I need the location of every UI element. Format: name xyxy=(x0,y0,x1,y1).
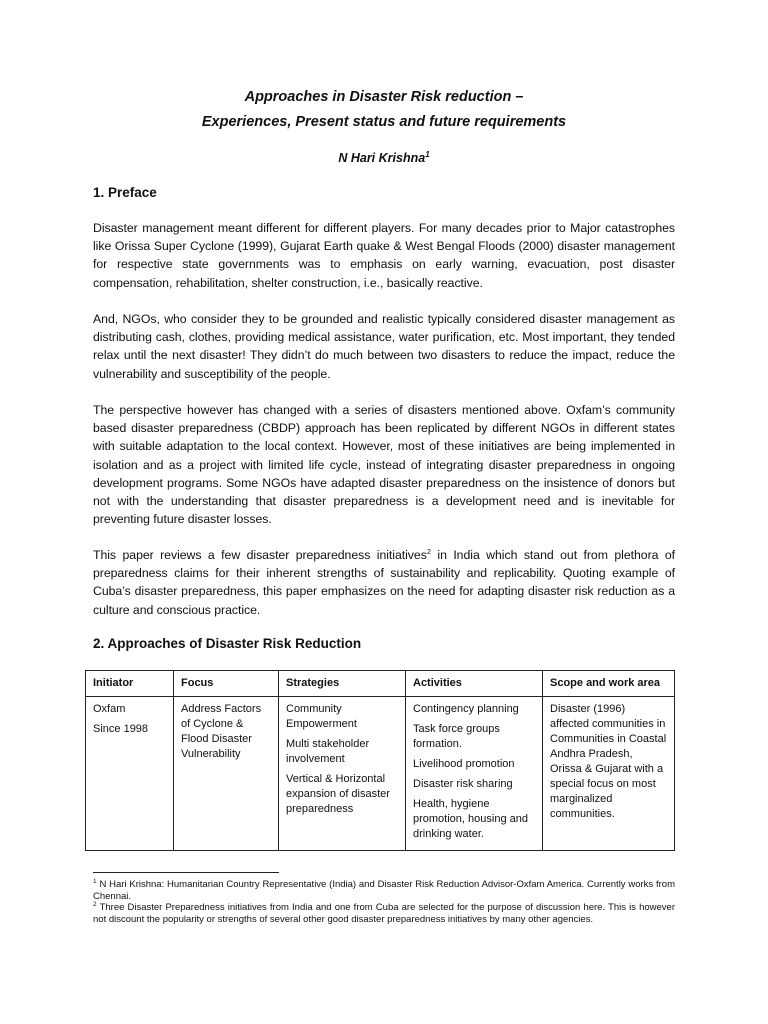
approaches-table xyxy=(85,670,675,851)
header-activities: Activities xyxy=(406,671,543,697)
initiator-name: Oxfam xyxy=(93,703,126,715)
strategy-item: Multi stakeholder involvement xyxy=(286,738,370,765)
activity-item: Health, hygiene promotion, housing and drinking water. xyxy=(413,798,528,840)
paragraph-3: The perspective however has changed with a series of disasters mentioned above. Oxfam’s community based disaster preparedness (CBDP) approach has been replicated by different NGOs in different states with suitable adaptation to the local context. However, most of these initiatives are being implemented in isolation and as a project with limited life cycle, instead of integrating disaster preparedness in ongoing development programs. Some NGOs have adapted disaster preparedness on the insistence of donors but not with the understanding that disaster preparedness is a development need and is inevitable for preventing future disaster losses. xyxy=(93,403,675,527)
title-line-1: Approaches in Disaster Risk reduction – xyxy=(244,89,524,105)
paragraph-4-text-b: in India which stand out from plethora of preparedness claims for their inherent strengths of sustainability and replicability. Quoting example of Cuba’s disaster preparedness, this paper emphasizes on the need for adapting disaster risk reduction as a culture and conscious practice. xyxy=(93,548,676,617)
table-header-row xyxy=(86,671,675,697)
footnote-separator xyxy=(93,872,279,873)
table-row xyxy=(86,697,675,851)
author-line xyxy=(0,151,768,165)
strategy-item: Community Empowerment xyxy=(286,703,357,730)
footnote-1-text: N Hari Krishna: Humanitarian Country Representative (India) and Disaster Risk Reduction Advisor-Oxfam America. Currently works from Chennai. xyxy=(93,879,675,902)
paragraph-1: Disaster management meant different for different players. For many decades prior to Major catastrophes like Orissa Super Cyclone (1999), Gujarat Earth quake & West Bengal Floods (2000) disaster management for respective state governments was to emphasis on early warning, evacuation, post disaster compensation, rehabilitation, shelter construction, i.e., basically reactive. xyxy=(93,221,675,290)
initiator-since: Since 1998 xyxy=(93,723,149,735)
cell-activities xyxy=(406,697,543,851)
activity-item: Disaster risk sharing xyxy=(413,778,513,790)
strategy-item: Vertical & Horizontal expansion of disaster preparedness xyxy=(286,773,390,815)
footnote-2-mark: 2 xyxy=(93,900,97,908)
activity-item: Task force groups formation. xyxy=(413,723,500,750)
paragraph-2: And, NGOs, who consider they to be grounded and realistic typically considered disaster management as distributing cash, clothes, providing medical assistance, water purification, etc. Most important, they tended relax until the next disaster! They didn’t do much between two disasters to reduce the impact, reduce the vulnerability and susceptibility of the people. xyxy=(93,312,675,381)
activity-item: Contingency planning xyxy=(413,703,519,715)
footnote-2 xyxy=(93,902,675,926)
header-strategies: Strategies xyxy=(279,671,406,697)
title-line-2: Experiences, Present status and future requirements xyxy=(201,114,567,130)
paragraph-4 xyxy=(93,546,675,619)
header-focus: Focus xyxy=(174,671,279,697)
cell-strategies xyxy=(279,697,406,851)
cell-initiator xyxy=(86,697,174,851)
author-name: N Hari Krishna xyxy=(338,151,426,165)
activity-item: Livelihood promotion xyxy=(413,758,515,770)
footnote-2-text: Three Disaster Preparedness initiatives from India and one from Cuba are selected for the purpose of discussion here. This is however not discount the popularity or strengths of several other good disaster preparedness initiatives by many other agencies. xyxy=(93,902,675,925)
footnote-1-mark: 1 xyxy=(93,877,97,885)
section-heading-approaches: 2. Approaches of Disaster Risk Reduction xyxy=(93,636,362,651)
author-footnote-mark: 1 xyxy=(425,149,430,159)
header-scope: Scope and work area xyxy=(543,671,675,697)
header-initiator: Initiator xyxy=(86,671,174,697)
cell-scope: Disaster (1996) affected communities in Communities in Coastal Andhra Pradesh, Orissa & Gujarat with a special focus on most marginalized communities. xyxy=(543,697,675,851)
footnote-1 xyxy=(93,879,675,903)
paragraph-4-text-a: This paper reviews a few disaster preparedness initiatives xyxy=(93,548,427,562)
section-heading-preface: 1. Preface xyxy=(93,185,157,200)
cell-focus: Address Factors of Cyclone & Flood Disaster Vulnerability xyxy=(174,697,279,851)
footnote-mark-2: 2 xyxy=(426,546,431,556)
